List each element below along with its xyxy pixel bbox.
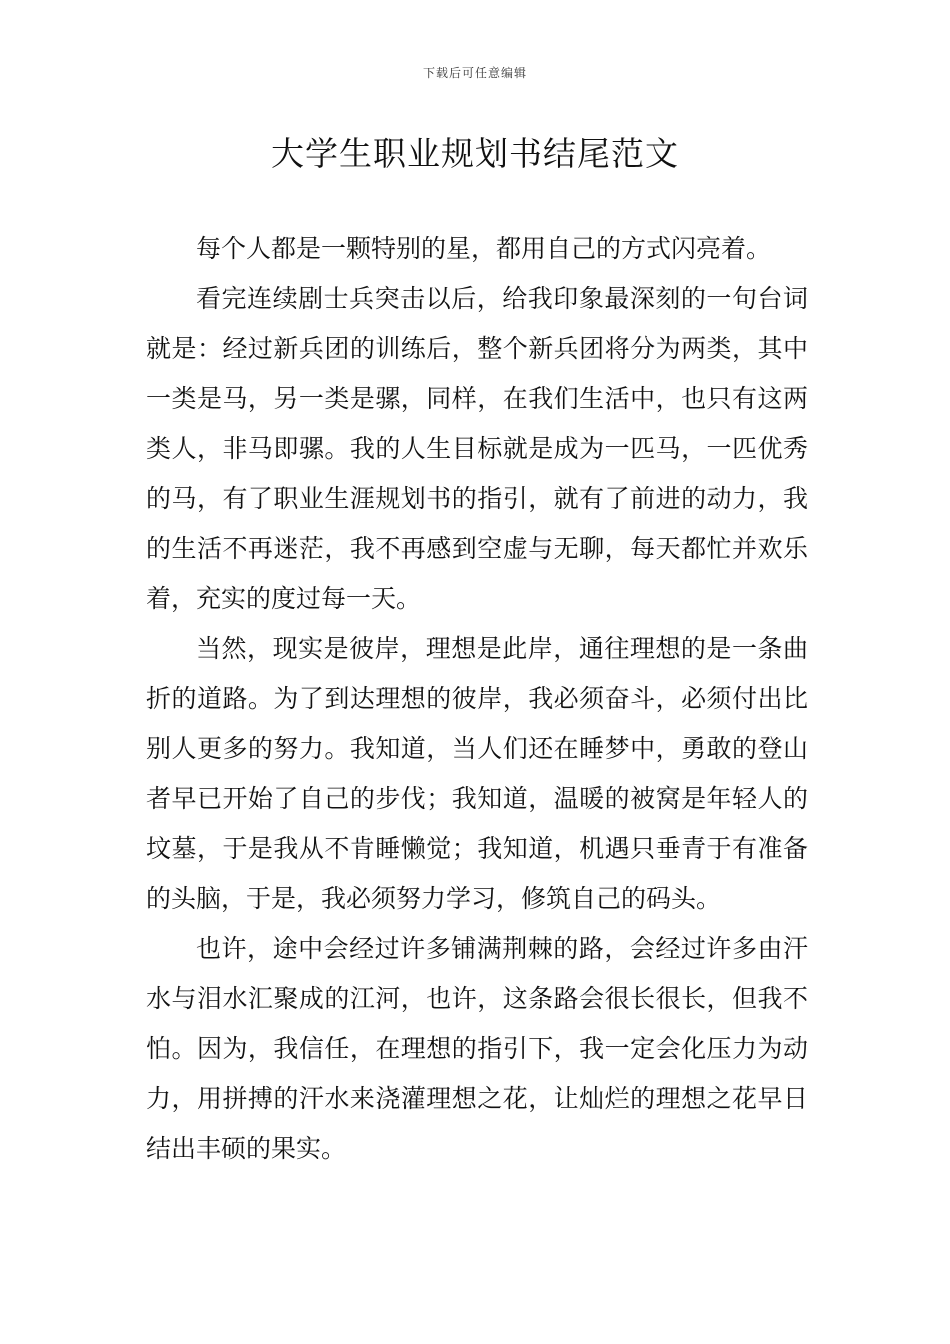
paragraph-2: 看完连续剧士兵突击以后，给我印象最深刻的一句台词就是：经过新兵团的训练后，整个新兵团将分为两类，其中一类是马，另一类是骡，同样，在我们生活中，也只有这两类人，非马即骡。我的人生目标就是成为一匹马，一匹优秀的马，有了职业生涯规划书的指引，就有了前进的动力，我的生活不再迷茫，我不再感到空虚与无聊，每天都忙并欢乐着，充实的度过每一天。 xyxy=(146,284,808,613)
paragraph-1: 每个人都是一颗特别的星，都用自己的方式闪亮着。 xyxy=(196,234,772,263)
document-title: 大学生职业规划书结尾范文 xyxy=(271,134,679,173)
page-header-note: 下载后可任意编辑 xyxy=(422,66,527,80)
paragraph-4: 也许，途中会经过许多铺满荆棘的路，会经过许多由汗水与泪水汇聚成的江河，也许，这条路会很长很长，但我不怕。因为，我信任，在理想的指引下，我一定会化压力为动力，用拼搏的汗水来浇灌理想之花，让灿烂的理想之花早日结出丰硕的果实。 xyxy=(146,934,808,1163)
document-body xyxy=(146,224,808,1174)
paragraph-3: 当然，现实是彼岸，理想是此岸，通往理想的是一条曲折的道路。为了到达理想的彼岸，我必须奋斗，必须付出比别人更多的努力。我知道，当人们还在睡梦中，勇敢的登山者早已开始了自己的步伐；我知道，温暖的被窝是年轻人的坟墓，于是我从不肯睡懒觉；我知道，机遇只垂青于有准备的头脑，于是，我必须努力学习，修筑自己的码头。 xyxy=(146,634,808,913)
